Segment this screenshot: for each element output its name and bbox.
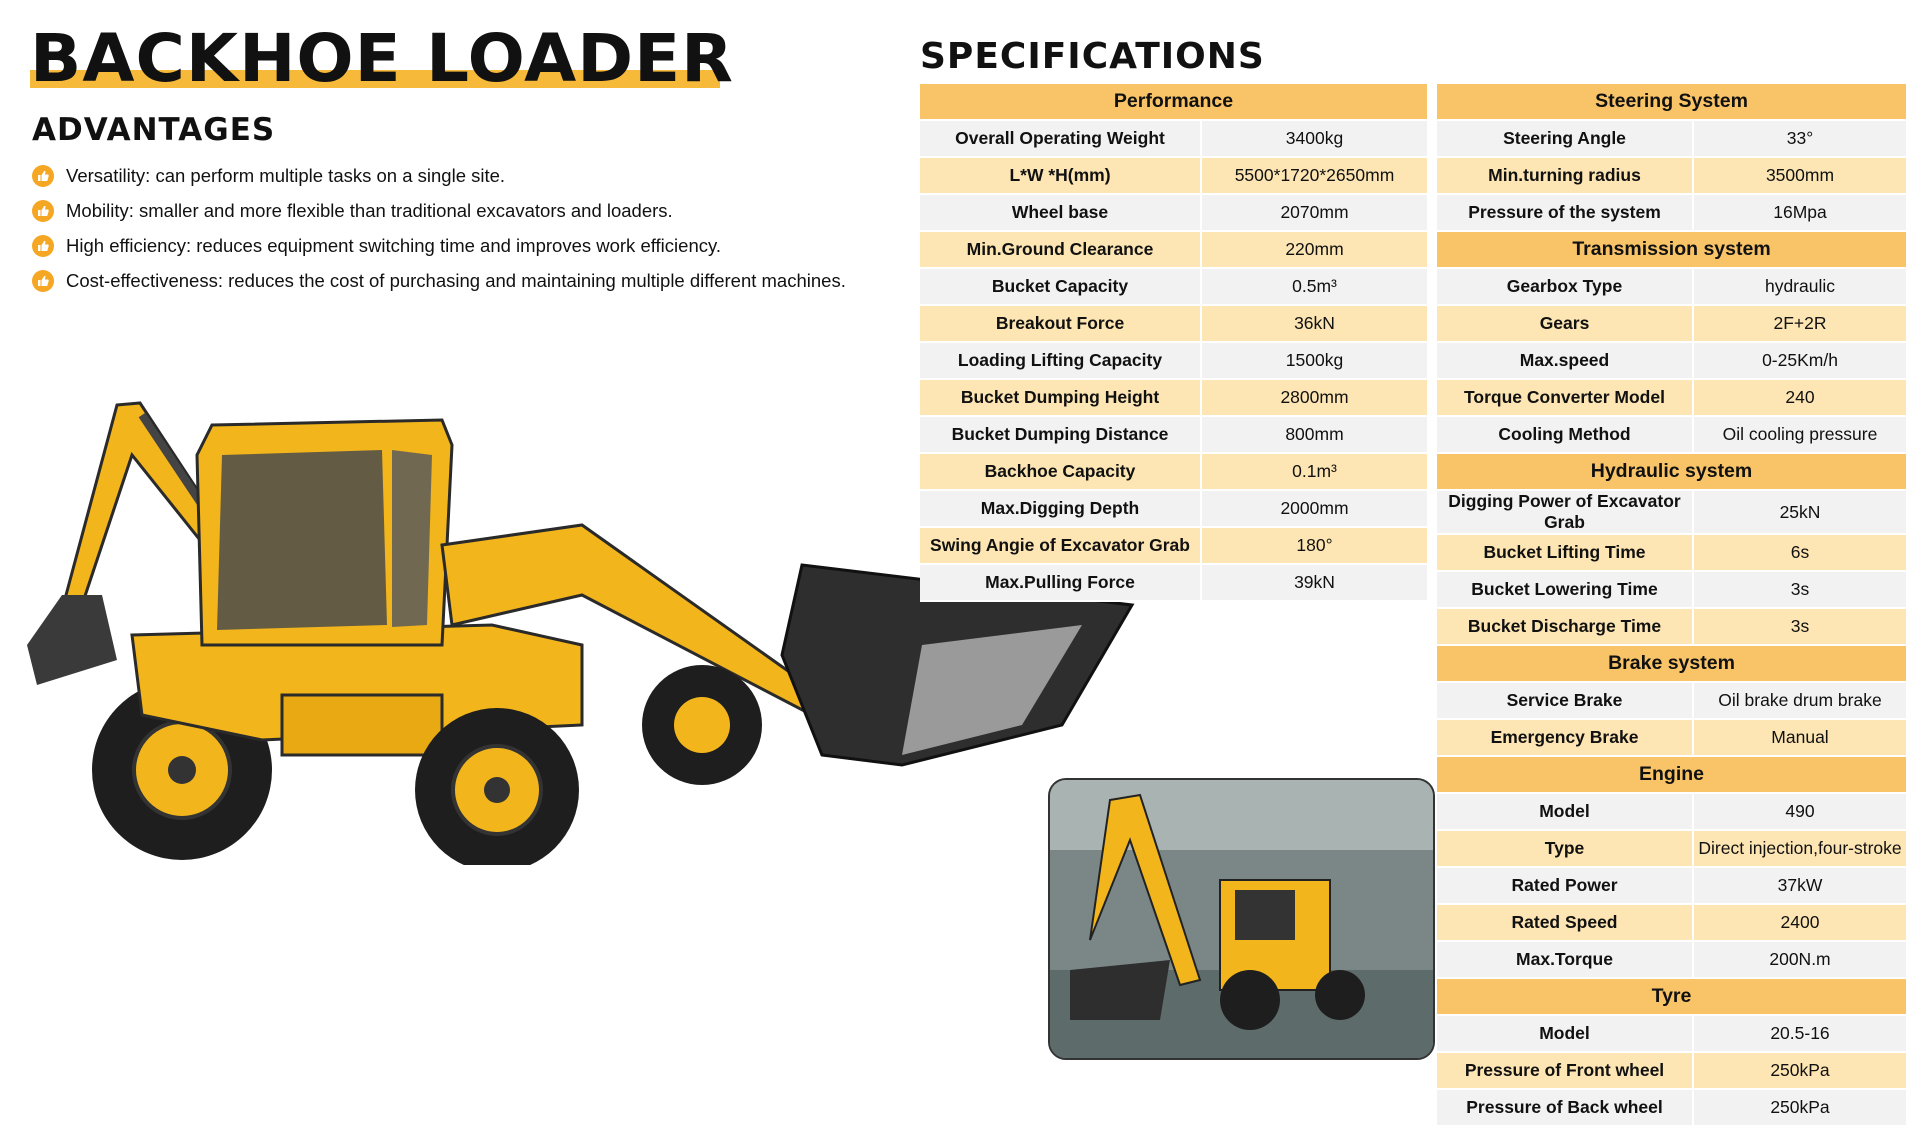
page-title: BACKHOE LOADER xyxy=(30,20,734,97)
spec-label: Model xyxy=(1437,1016,1692,1053)
table-row xyxy=(1437,683,1906,720)
engine-header: Engine xyxy=(1437,757,1906,794)
advantage-text: Mobility: smaller and more flexible than traditional excavators and loaders. xyxy=(66,199,673,221)
thumbs-up-icon xyxy=(32,235,54,257)
spec-label: Max.speed xyxy=(1437,343,1692,380)
advantage-text: High efficiency: reduces equipment switching time and improves work efficiency. xyxy=(66,234,721,256)
table-row xyxy=(920,491,1427,528)
spec-label: Swing Angie of Excavator Grab xyxy=(920,528,1200,565)
table-row xyxy=(1437,1016,1906,1053)
spec-label: Model xyxy=(1437,794,1692,831)
spec-label: Service Brake xyxy=(1437,683,1692,720)
table-row xyxy=(1437,942,1906,979)
advantage-text: Versatility: can perform multiple tasks on a single site. xyxy=(66,164,506,186)
table-row xyxy=(1437,343,1906,380)
table-row xyxy=(1437,535,1906,572)
spec-label: Bucket Lifting Time xyxy=(1437,535,1692,572)
table-row xyxy=(1437,269,1906,306)
spec-label: Backhoe Capacity xyxy=(920,454,1200,491)
spec-label: Type xyxy=(1437,831,1692,868)
thumbs-up-icon xyxy=(32,200,54,222)
spec-value: 250kPa xyxy=(1692,1090,1906,1127)
advantage-item xyxy=(32,193,846,228)
spec-label: Pressure of Front wheel xyxy=(1437,1053,1692,1090)
tyre-header: Tyre xyxy=(1437,979,1906,1016)
performance-header: Performance xyxy=(920,84,1427,121)
spec-value: 490 xyxy=(1692,794,1906,831)
table-row xyxy=(1437,121,1906,158)
spec-value: 25kN xyxy=(1692,491,1906,535)
table-row xyxy=(1437,868,1906,905)
table-row xyxy=(1437,831,1906,868)
table-row xyxy=(920,195,1427,232)
spec-value: 16Mpa xyxy=(1692,195,1906,232)
spec-label: Wheel base xyxy=(920,195,1200,232)
spec-label: Pressure of Back wheel xyxy=(1437,1090,1692,1127)
table-row xyxy=(920,232,1427,269)
spec-value: 3500mm xyxy=(1692,158,1906,195)
spec-label: Max.Pulling Force xyxy=(920,565,1200,602)
table-row xyxy=(1437,306,1906,343)
thumbs-up-icon xyxy=(32,165,54,187)
spec-label: Torque Converter Model xyxy=(1437,380,1692,417)
table-row xyxy=(1437,195,1906,232)
table-row xyxy=(1437,491,1906,535)
table-row xyxy=(920,528,1427,565)
spec-value: 2000mm xyxy=(1200,491,1427,528)
advantage-item xyxy=(32,228,846,263)
hydraulic-header: Hydraulic system xyxy=(1437,454,1906,491)
table-row xyxy=(1437,572,1906,609)
table-row xyxy=(1437,1090,1906,1127)
table-row xyxy=(1437,905,1906,942)
spec-value: Oil cooling pressure xyxy=(1692,417,1906,454)
spec-label: Min.turning radius xyxy=(1437,158,1692,195)
table-row xyxy=(1437,609,1906,646)
advantages-list xyxy=(32,158,846,298)
spec-label: Max.Digging Depth xyxy=(920,491,1200,528)
table-row xyxy=(920,121,1427,158)
spec-value: 36kN xyxy=(1200,306,1427,343)
spec-label: Bucket Discharge Time xyxy=(1437,609,1692,646)
performance-table xyxy=(920,84,1427,602)
spec-value: 0-25Km/h xyxy=(1692,343,1906,380)
table-row xyxy=(1437,1053,1906,1090)
transmission-header: Transmission system xyxy=(1437,232,1906,269)
table-row xyxy=(920,417,1427,454)
advantages-heading: ADVANTAGES xyxy=(32,112,276,148)
table-row xyxy=(920,306,1427,343)
spec-label: Rated Power xyxy=(1437,868,1692,905)
spec-value: 39kN xyxy=(1200,565,1427,602)
spec-label: Steering Angle xyxy=(1437,121,1692,158)
spec-value: Manual xyxy=(1692,720,1906,757)
spec-label: L*W *H(mm) xyxy=(920,158,1200,195)
spec-label: Min.Ground Clearance xyxy=(920,232,1200,269)
spec-value: 220mm xyxy=(1200,232,1427,269)
spec-value: 800mm xyxy=(1200,417,1427,454)
spec-label: Max.Torque xyxy=(1437,942,1692,979)
spec-value: hydraulic xyxy=(1692,269,1906,306)
table-row xyxy=(1437,417,1906,454)
spec-value: 250kPa xyxy=(1692,1053,1906,1090)
right-spec-table xyxy=(1437,84,1906,1127)
spec-value: 2800mm xyxy=(1200,380,1427,417)
table-row xyxy=(920,343,1427,380)
table-row xyxy=(920,269,1427,306)
spec-label: Breakout Force xyxy=(920,306,1200,343)
spec-label: Rated Speed xyxy=(1437,905,1692,942)
table-row xyxy=(1437,720,1906,757)
advantage-item xyxy=(32,158,846,193)
spec-label: Pressure of the system xyxy=(1437,195,1692,232)
spec-label: Loading Lifting Capacity xyxy=(920,343,1200,380)
table-row xyxy=(1437,380,1906,417)
spec-value: 200N.m xyxy=(1692,942,1906,979)
spec-value: 3s xyxy=(1692,572,1906,609)
spec-label: Emergency Brake xyxy=(1437,720,1692,757)
table-row xyxy=(920,565,1427,602)
spec-value: 5500*1720*2650mm xyxy=(1200,158,1427,195)
spec-value: 0.1m³ xyxy=(1200,454,1427,491)
spec-label: Bucket Dumping Height xyxy=(920,380,1200,417)
spec-value: 2400 xyxy=(1692,905,1906,942)
table-row xyxy=(920,380,1427,417)
brake-header: Brake system xyxy=(1437,646,1906,683)
spec-label: Bucket Dumping Distance xyxy=(920,417,1200,454)
warehouse-photo xyxy=(1048,778,1435,1060)
spec-label: Overall Operating Weight xyxy=(920,121,1200,158)
specifications-heading: SPECIFICATIONS xyxy=(920,36,1265,77)
spec-value: 33° xyxy=(1692,121,1906,158)
advantage-item xyxy=(32,263,846,298)
spec-value: 2070mm xyxy=(1200,195,1427,232)
spec-label: Gearbox Type xyxy=(1437,269,1692,306)
thumbs-up-icon xyxy=(32,270,54,292)
table-row xyxy=(920,158,1427,195)
spec-label: Cooling Method xyxy=(1437,417,1692,454)
spec-value: 2F+2R xyxy=(1692,306,1906,343)
spec-value: 0.5m³ xyxy=(1200,269,1427,306)
spec-value: 6s xyxy=(1692,535,1906,572)
steering-header: Steering System xyxy=(1437,84,1906,121)
spec-value: Oil brake drum brake xyxy=(1692,683,1906,720)
spec-value: 3400kg xyxy=(1200,121,1427,158)
spec-label: Bucket Capacity xyxy=(920,269,1200,306)
table-row xyxy=(1437,158,1906,195)
spec-value: 1500kg xyxy=(1200,343,1427,380)
table-row xyxy=(920,454,1427,491)
spec-value: Direct injection,four-stroke xyxy=(1692,831,1906,868)
spec-value: 20.5-16 xyxy=(1692,1016,1906,1053)
advantage-text: Cost-effectiveness: reduces the cost of purchasing and maintaining multiple different machines. xyxy=(66,269,846,291)
spec-label: Digging Power of Excavator Grab xyxy=(1437,491,1692,535)
spec-value: 37kW xyxy=(1692,868,1906,905)
spec-label: Gears xyxy=(1437,306,1692,343)
spec-value: 240 xyxy=(1692,380,1906,417)
spec-label: Bucket Lowering Time xyxy=(1437,572,1692,609)
spec-value: 3s xyxy=(1692,609,1906,646)
table-row xyxy=(1437,794,1906,831)
spec-value: 180° xyxy=(1200,528,1427,565)
